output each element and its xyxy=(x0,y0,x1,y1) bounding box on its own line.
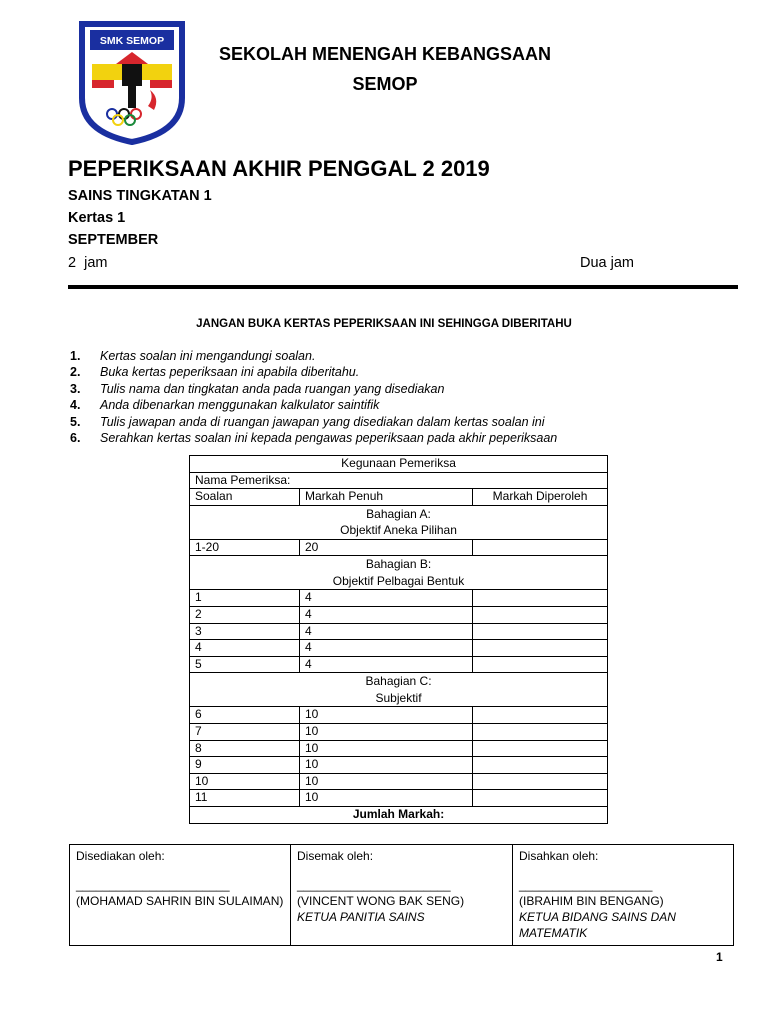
full-marks-cell: 4 xyxy=(300,640,473,657)
table-row xyxy=(190,606,608,623)
section-b-row xyxy=(190,556,608,590)
marks-obtained-cell[interactable] xyxy=(473,740,608,757)
marks-obtained-cell[interactable] xyxy=(473,623,608,640)
approved-by-role: KETUA BIDANG SAINS DAN MATEMATIK xyxy=(519,910,676,940)
instruction-text: Kertas soalan ini mengandungi soalan. xyxy=(100,349,316,363)
instruction-text: Buka kertas peperiksaan ini apabila diberitahu. xyxy=(100,365,360,380)
section-c-heading xyxy=(190,673,608,707)
question-cell: 9 xyxy=(190,757,300,774)
logo-banner-text: SMK SEMOP xyxy=(99,35,165,47)
full-marks-cell: 10 xyxy=(300,773,473,790)
column-header-full-marks: Markah Penuh xyxy=(300,489,473,506)
header-divider xyxy=(68,285,738,289)
table-row xyxy=(190,757,608,774)
instruction-text: Serahkan kertas soalan ini kepada pengawas peperiksaan pada akhir peperiksaan xyxy=(100,430,558,445)
marks-obtained-cell[interactable] xyxy=(473,707,608,724)
marks-obtained-cell[interactable] xyxy=(473,757,608,774)
exam-title: PEPERIKSAAN AKHIR PENGGAL 2 2019 xyxy=(68,156,490,181)
full-marks-cell: 4 xyxy=(300,623,473,640)
question-cell: 8 xyxy=(190,740,300,757)
question-cell: 11 xyxy=(190,790,300,807)
exam-warning: JANGAN BUKA KERTAS PEPERIKSAAN INI SEHINGGA DIBERITAHU xyxy=(196,318,572,330)
section-a-row xyxy=(190,505,608,539)
school-logo xyxy=(78,20,186,146)
full-marks-cell: 10 xyxy=(300,707,473,724)
table-row xyxy=(190,790,608,807)
full-marks-cell: 10 xyxy=(300,757,473,774)
prepared-by-name: (MOHAMAD SAHRIN BIN SULAIMAN) xyxy=(76,894,284,908)
checked-by-role: KETUA PANITIA SAINS xyxy=(297,910,425,924)
section-c-row xyxy=(190,673,608,707)
full-marks-cell: 10 xyxy=(300,723,473,740)
question-cell: 5 xyxy=(190,656,300,673)
marks-obtained-cell[interactable] xyxy=(473,790,608,807)
section-a-title: Bahagian A: xyxy=(366,506,431,521)
examiner-name-field[interactable]: Nama Pemeriksa: xyxy=(190,472,608,489)
marks-obtained-cell[interactable] xyxy=(473,656,608,673)
table-row xyxy=(190,539,608,556)
question-cell: 7 xyxy=(190,723,300,740)
section-a-subtitle: Objektif Aneka Pilihan xyxy=(340,523,457,538)
instruction-number: 1. xyxy=(70,349,81,363)
signature-row xyxy=(70,845,734,946)
duration-numeric: 2 jam xyxy=(68,255,108,271)
table-row xyxy=(190,623,608,640)
question-cell: 4 xyxy=(190,640,300,657)
signature-line[interactable]: _______________________ xyxy=(297,878,451,892)
section-c-subtitle: Subjektif xyxy=(375,690,422,705)
table-row xyxy=(190,723,608,740)
section-b-title: Bahagian B: xyxy=(365,557,432,572)
approved-by-name: (IBRAHIM BIN BENGANG) xyxy=(519,894,664,908)
question-cell: 1-20 xyxy=(190,539,300,556)
school-name-line1: SEKOLAH MENENGAH KEBANGSAAN xyxy=(218,44,551,64)
marks-obtained-cell[interactable] xyxy=(473,539,608,556)
column-header-row xyxy=(190,489,608,506)
signature-line[interactable]: _______________________ xyxy=(76,878,230,892)
examiner-marks-table xyxy=(189,455,608,824)
table-row xyxy=(190,590,608,607)
table-row xyxy=(190,740,608,757)
marks-obtained-cell[interactable] xyxy=(473,723,608,740)
question-cell: 6 xyxy=(190,707,300,724)
instruction-text: Tulis nama dan tingkatan anda pada ruangan yang disediakan xyxy=(100,381,445,396)
marks-obtained-cell[interactable] xyxy=(473,640,608,657)
marks-obtained-cell[interactable] xyxy=(473,773,608,790)
instruction-item xyxy=(70,348,557,364)
instruction-text: Anda dibenarkan menggunakan kalkulator saintifik xyxy=(100,398,380,413)
instruction-item xyxy=(70,414,557,430)
instruction-number: 4. xyxy=(70,398,81,413)
approved-by-label: Disahkan oleh: xyxy=(519,849,599,863)
section-b-subtitle: Objektif Pelbagai Bentuk xyxy=(332,573,465,588)
page-number: 1 xyxy=(716,950,723,964)
prepared-by-label: Disediakan oleh: xyxy=(76,849,165,863)
checked-by-label: Disemak oleh: xyxy=(297,849,374,863)
signature-table xyxy=(69,844,734,946)
duration-words: Dua jam xyxy=(580,255,634,271)
column-header-question: Soalan xyxy=(190,489,300,506)
instruction-item xyxy=(70,364,557,380)
instruction-text: Tulis jawapan anda di ruangan jawapan yang disediakan dalam kertas soalan ini xyxy=(100,414,545,429)
instruction-number: 5. xyxy=(70,414,81,429)
instruction-item xyxy=(70,430,557,446)
exam-paper: Kertas 1 xyxy=(68,210,126,226)
table-row xyxy=(190,707,608,724)
full-marks-cell: 4 xyxy=(300,590,473,607)
signature-line[interactable]: ____________________ xyxy=(519,878,653,892)
checked-by-name: (VINCENT WONG BAK SENG) xyxy=(297,894,465,908)
examiner-name-row xyxy=(190,472,608,489)
question-cell: 2 xyxy=(190,606,300,623)
instruction-number: 6. xyxy=(70,430,81,445)
school-crest-icon xyxy=(78,20,186,146)
total-row xyxy=(190,806,608,823)
table-title: Kegunaan Pemeriksa xyxy=(190,456,608,473)
marks-obtained-cell[interactable] xyxy=(473,606,608,623)
full-marks-cell: 20 xyxy=(300,539,473,556)
section-c-title: Bahagian C: xyxy=(365,674,432,689)
instruction-list xyxy=(70,348,557,446)
full-marks-cell: 4 xyxy=(300,606,473,623)
instruction-number: 3. xyxy=(70,381,81,396)
section-b-heading xyxy=(190,556,608,590)
full-marks-cell: 4 xyxy=(300,656,473,673)
table-row xyxy=(190,640,608,657)
full-marks-cell: 10 xyxy=(300,790,473,807)
question-cell: 3 xyxy=(190,623,300,640)
prepared-by-box xyxy=(70,845,291,946)
instruction-number: 2. xyxy=(70,365,81,380)
column-header-marks-obtained: Markah Diperoleh xyxy=(473,489,608,506)
exam-month: SEPTEMBER xyxy=(68,232,159,248)
total-marks-field[interactable]: Jumlah Markah: xyxy=(190,806,608,823)
table-row xyxy=(190,773,608,790)
exam-subject: SAINS TINGKATAN 1 xyxy=(68,188,212,204)
approved-by-box xyxy=(513,845,734,946)
instruction-item xyxy=(70,397,557,413)
table-title-row xyxy=(190,456,608,473)
instruction-item xyxy=(70,381,557,397)
section-a-heading xyxy=(190,505,608,539)
checked-by-box xyxy=(291,845,513,946)
school-name-line2: SEMOP xyxy=(352,74,418,94)
question-cell: 10 xyxy=(190,773,300,790)
question-cell: 1 xyxy=(190,590,300,607)
table-row xyxy=(190,656,608,673)
marks-obtained-cell[interactable] xyxy=(473,590,608,607)
full-marks-cell: 10 xyxy=(300,740,473,757)
